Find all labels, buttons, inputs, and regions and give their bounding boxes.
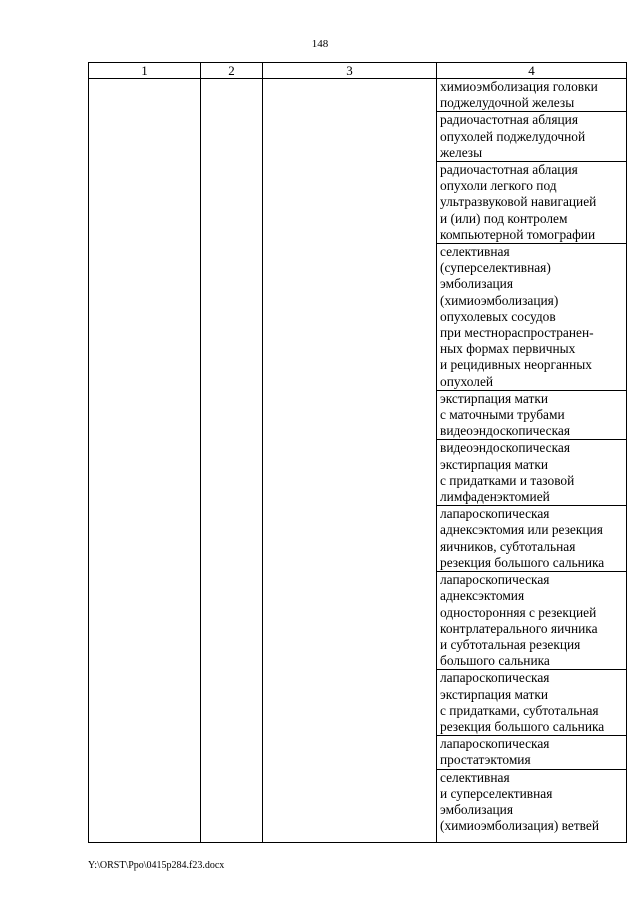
file-path-footer: Y:\ORST\Ppo\0415p284.f23.docx bbox=[88, 860, 225, 871]
procedures-table bbox=[88, 62, 627, 843]
column-header-4: 4 bbox=[437, 63, 627, 79]
column-header-2: 2 bbox=[201, 63, 263, 79]
procedure-item: лапароскопическая аднексэктомия или резекция яичников, субтотальная резекция большого сальника bbox=[436, 505, 627, 572]
page-number: 148 bbox=[311, 38, 329, 50]
procedure-item: радиочастотная аблация опухоли легкого под ультразвуковой навигацией и (или) под контролем компьютерной томографии bbox=[436, 161, 627, 244]
procedure-item: лапароскопическая экстирпация матки с придатками, субтотальная резекция большого сальника bbox=[436, 669, 627, 736]
procedure-item: химиоэмболизация головки поджелудочной железы bbox=[436, 79, 627, 112]
procedure-item: селективная (суперселективная) эмболизация (химиоэмболизация) опухолевых сосудов при местнораспространен- ных формах первичных и рецидивных неорганных опухолей bbox=[436, 243, 627, 391]
column-1-cell bbox=[89, 79, 201, 843]
procedure-item: видеоэндоскопическая экстирпация матки с придатками и тазовой лимфаденэктомией bbox=[436, 439, 627, 506]
column-header-1: 1 bbox=[89, 63, 201, 79]
column-header-3: 3 bbox=[263, 63, 437, 79]
procedure-item: экстирпация матки с маточными трубами видеоэндоскопическая bbox=[436, 390, 627, 441]
column-4-cell bbox=[437, 79, 627, 843]
procedure-item: селективная и суперселективная эмболизация (химиоэмболизация) ветвей bbox=[436, 769, 627, 835]
column-2-cell bbox=[201, 79, 263, 843]
table-body-row bbox=[89, 79, 627, 843]
procedure-item: лапароскопическая аднексэктомия односторонняя с резекцией контрлатерального яичника и субтотальная резекция большого сальника bbox=[436, 571, 627, 670]
procedure-item: лапароскопическая простатэктомия bbox=[436, 735, 627, 769]
table-header-row bbox=[89, 63, 627, 79]
column-3-cell bbox=[263, 79, 437, 843]
procedure-item: радиочастотная абляция опухолей поджелудочной железы bbox=[436, 111, 627, 162]
